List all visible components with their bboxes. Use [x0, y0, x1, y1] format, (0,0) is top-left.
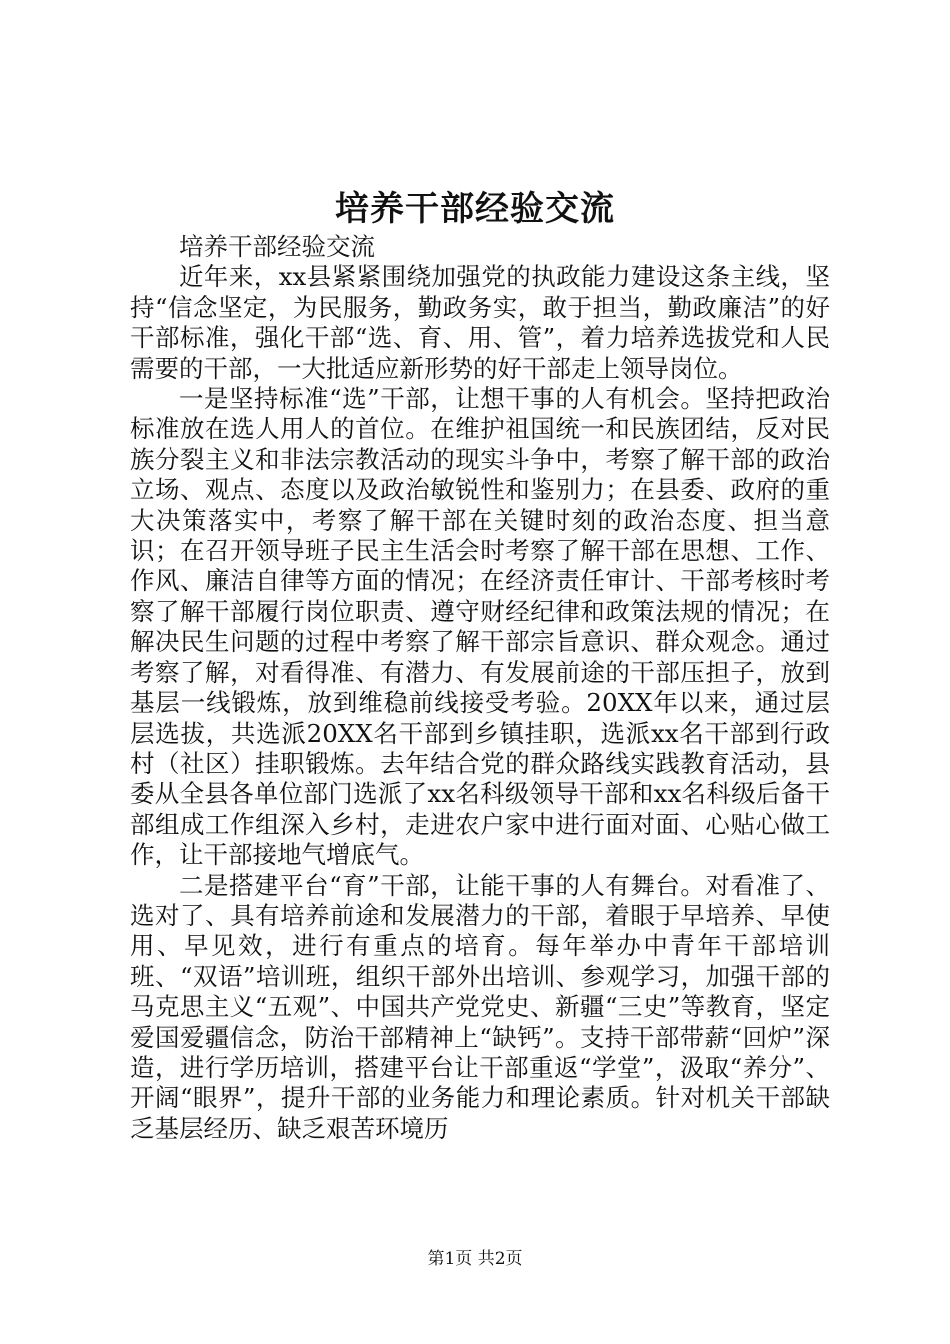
- paragraph-intro: 近年来，xx县紧紧围绕加强党的执政能力建设这条主线，坚持“信念坚定，为民服务，勤政务实，敢于担当，勤政廉洁”的好干部标准，强化干部“选、育、用、管”，着力培养选拔党和人民需要的干部，一大批适应新形势的好干部走上领导岗位。: [130, 262, 830, 383]
- page-footer: 第1页 共2页: [427, 1249, 523, 1269]
- paragraph-point-two: 二是搭建平台“育”干部，让能干事的人有舞台。对看准了、选对了、具有培养前途和发展潜力的干部，着眼于早培养、早使用、早见效，进行有重点的培育。每年举办中青年干部培训班、“双语”培训班，组织干部外出培训、参观学习，加强干部的马克思主义“五观”、中国共产党党史、新疆“三史”等教育，坚定爱国爱疆信念，防治干部精神上“缺钙”。支持干部带薪“回炉”深造，进行学历培训，搭建平台让干部重返“学堂”，汲取“养分”、开阔“眼界”，提升干部的业务能力和理论素质。针对机关干部缺乏基层经历、缺乏艰苦环境历: [130, 870, 830, 1143]
- paragraph-point-one: 一是坚持标准“选”干部，让想干事的人有机会。坚持把政治标准放在选人用人的首位。在维护祖国统一和民族团结，反对民族分裂主义和非法宗教活动的现实斗争中，考察了解干部的政治立场、观点、态度以及政治敏锐性和鉴别力；在县委、政府的重大决策落实中，考察了解干部在关键时刻的政治态度、担当意识；在召开领导班子民主生活会时考察了解干部在思想、工作、作风、廉洁自律等方面的情况；在经济责任审计、干部考核时考察了解干部履行岗位职责、遵守财经纪律和政策法规的情况；在解决民生问题的过程中考察了解干部宗旨意识、群众观念。通过考察了解，对看得准、有潜力、有发展前途的干部压担子，放到基层一线锻炼，放到维稳前线接受考验。20XX年以来，通过层层选拔，共选派20XX名干部到乡镇挂职，选派xx名干部到行政村（社区）挂职锻炼。去年结合党的群众路线实践教育活动，县委从全县各单位部门选派了xx名科级领导干部和xx名科级后备干部组成工作组深入乡村，走进农户家中进行面对面、心贴心做工作，让干部接地气增底气。: [130, 384, 830, 870]
- document-body: [130, 232, 830, 1144]
- document-title: 培养干部经验交流: [335, 189, 615, 229]
- paragraph-subtitle: 培养干部经验交流: [179, 232, 375, 261]
